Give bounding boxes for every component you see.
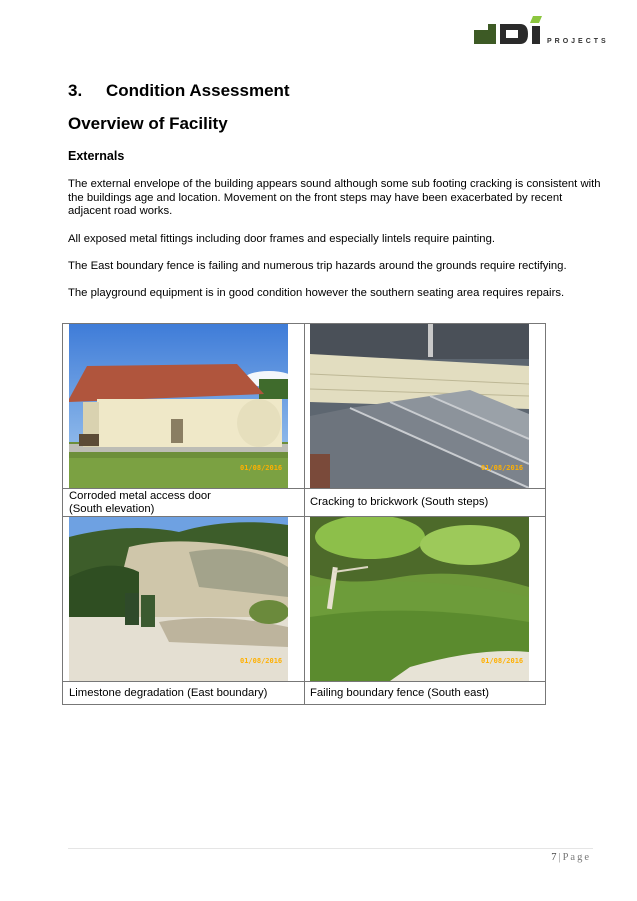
footer-separator: | [558, 852, 561, 863]
jdi-logo-mark [470, 14, 550, 50]
photo-date-stamp-3: 01/08/2016 [240, 657, 283, 665]
photo-steps [310, 324, 529, 488]
paragraph-boundary-fence: The East boundary fence is failing and numerous trip hazards around the grounds require rectifying. [68, 260, 567, 272]
caption-fence: Failing boundary fence (South east) [310, 687, 489, 699]
paragraph-envelope: The external envelope of the building appears sound although some sub footing cracking is consistent with the buildings age and location. Movement on the front steps may have been exacerbated by recent adjacent road works. [68, 178, 601, 217]
caption-steps: Cracking to brickwork (South steps) [310, 496, 489, 508]
subtitle: Overview of Facility [68, 114, 228, 133]
caption-limestone: Limestone degradation (East boundary) [69, 687, 268, 699]
paragraph-metal-fittings: All exposed metal fittings including door frames and especially lintels require painting. [68, 233, 496, 245]
caption-door-line2: (South elevation) [69, 503, 155, 515]
photo-date-stamp-2: 01/08/2016 [481, 464, 524, 472]
page-label: Page [562, 852, 591, 863]
company-logo [470, 14, 609, 50]
table-divider-vertical [304, 324, 305, 704]
caption-door-line1: Corroded metal access door [69, 490, 211, 502]
section-heading [68, 81, 290, 101]
paragraph-playground: The playground equipment is in good condition however the southern seating area requires repairs. [68, 287, 565, 299]
caption-door [69, 490, 299, 516]
footer-divider [68, 848, 593, 849]
photo-table [62, 323, 546, 705]
page-number: 7 [551, 852, 557, 863]
photo-limestone [69, 517, 288, 681]
photo-fence [310, 517, 529, 681]
photo-date-stamp-4: 01/08/2016 [481, 657, 524, 665]
page-footer [551, 852, 591, 863]
table-divider-h1 [63, 488, 545, 489]
section-number: 3. [68, 81, 83, 100]
table-divider-h3 [63, 681, 545, 682]
logo-projects-text: PROJECTS [547, 38, 609, 45]
photo-building [69, 324, 288, 488]
section-title: Condition Assessment [106, 81, 290, 100]
photo-date-stamp-1: 01/08/2016 [240, 464, 283, 472]
externals-heading: Externals [68, 149, 125, 163]
